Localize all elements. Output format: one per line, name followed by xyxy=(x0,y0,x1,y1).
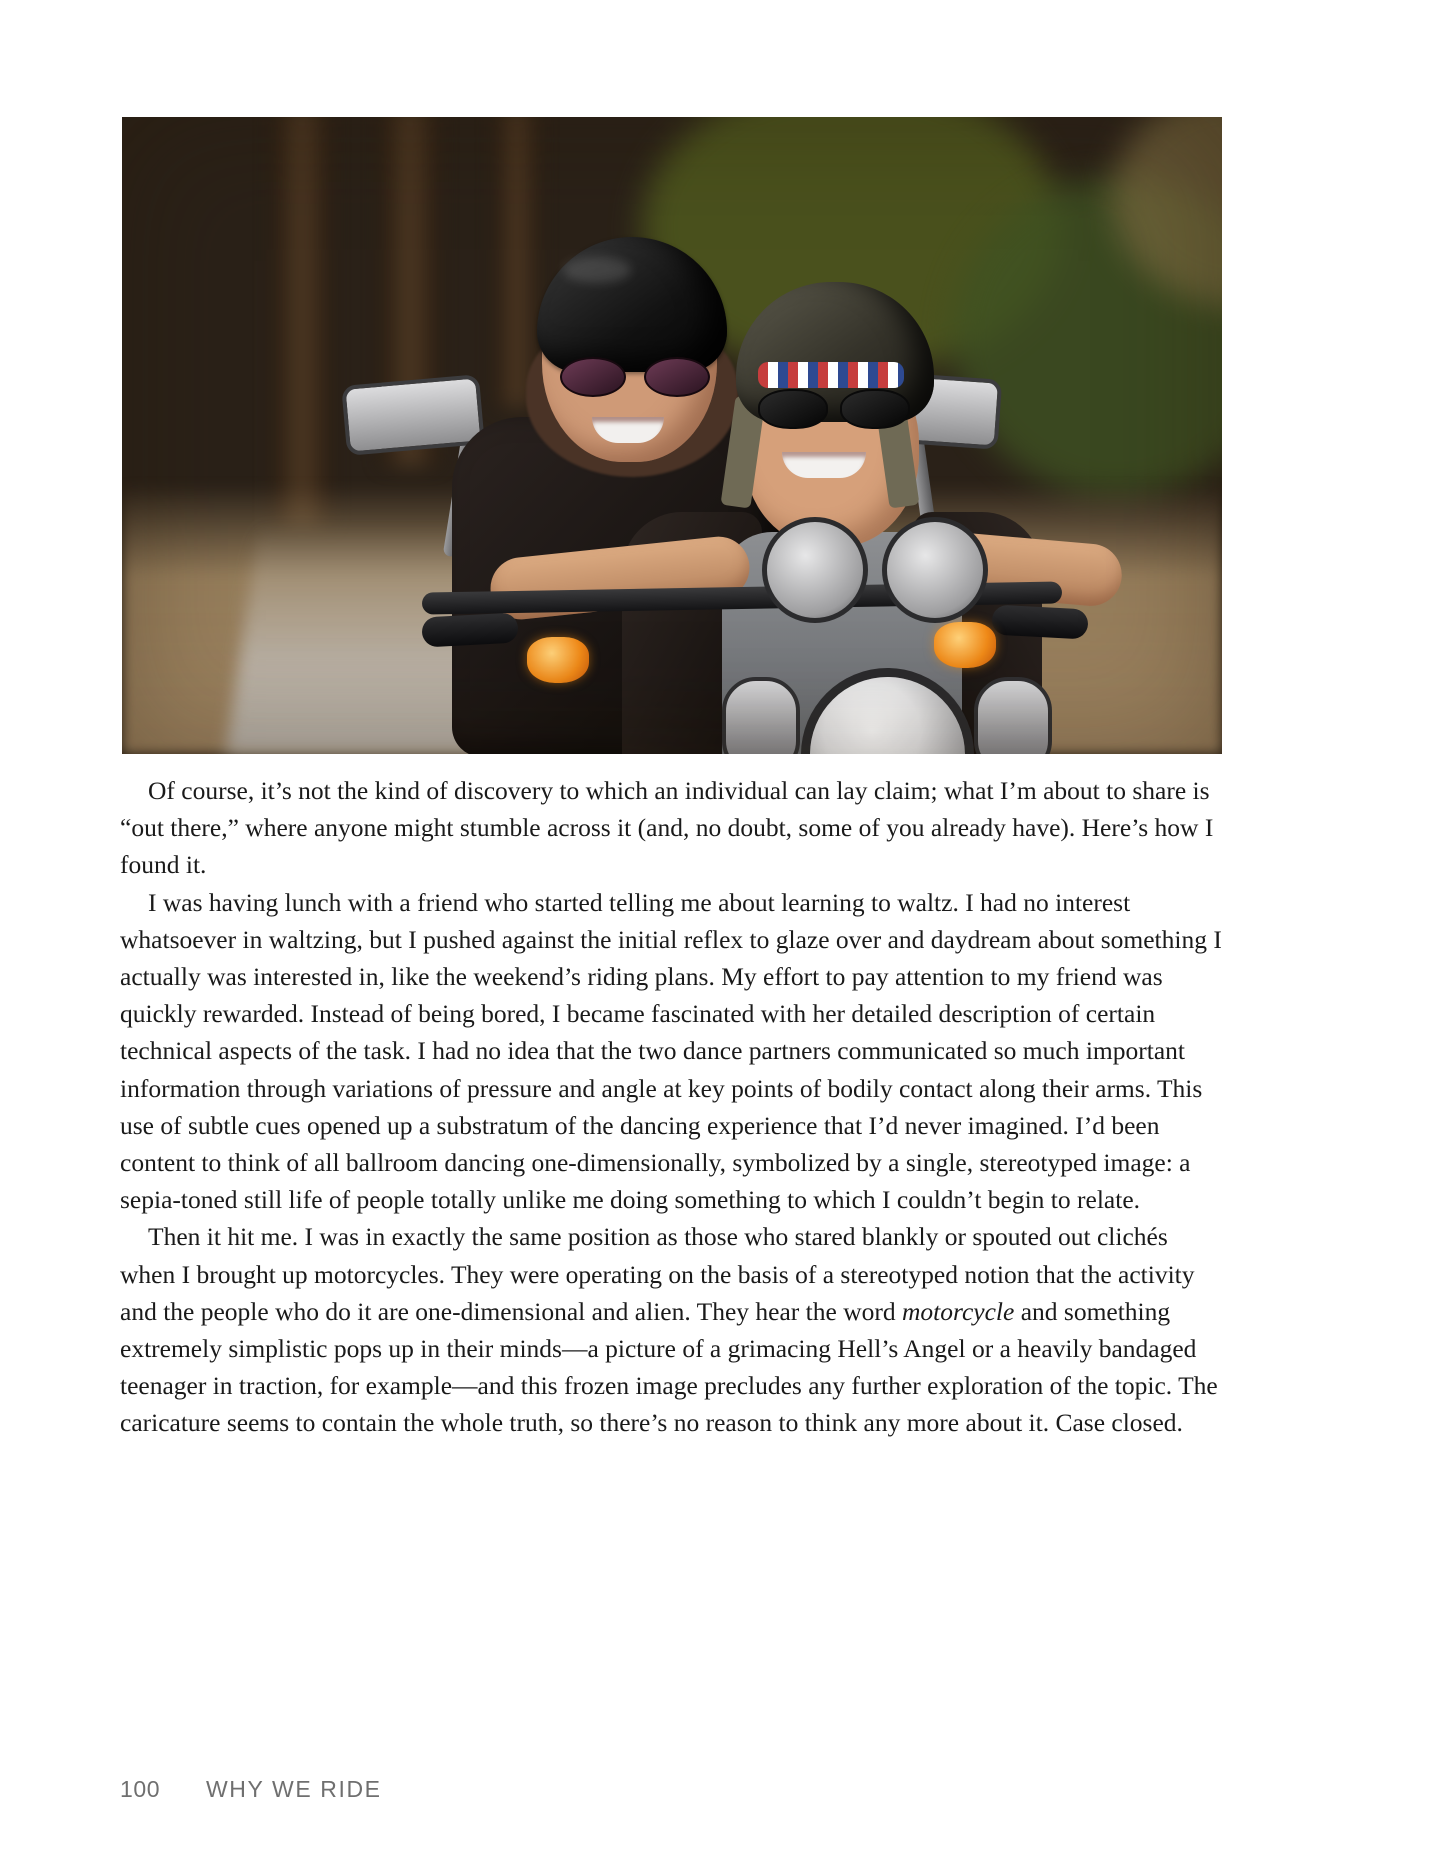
running-head: WHY WE RIDE xyxy=(206,1776,382,1802)
sunglass-lens xyxy=(560,357,626,397)
sunglass-lens xyxy=(758,389,828,429)
photo-canvas xyxy=(122,117,1222,754)
paragraph-1: Of course, it’s not the kind of discovery to which an individual can lay claim; what I’m about to share is “out there,” where anyone might stumble across it (and, no doubt, some of you already have). Here’s how I found it. xyxy=(120,776,1214,880)
mirror-left xyxy=(341,374,485,456)
auxiliary-lamp xyxy=(722,677,800,754)
rider-man-bandana xyxy=(758,362,904,388)
background-tree-trunk xyxy=(272,117,332,527)
turn-signal-left xyxy=(527,637,589,683)
page-number: 100 xyxy=(120,1776,161,1802)
speedometer-gauge xyxy=(762,517,868,623)
rider-man-smile xyxy=(782,452,866,478)
turn-signal-right xyxy=(934,622,996,668)
body-text xyxy=(120,772,1228,1442)
italic-term-motorcycle: motorcycle xyxy=(901,1296,1015,1326)
page-footer xyxy=(120,1776,382,1803)
paragraph-3-before-italic: Then it hit me. I was in exactly the same position as those who stared blankly or spouted out clichés when I brought up motorcycles. They were operating on the basis of a stereotyped notion that the activity and the people who do it are one-dimensional and alien. They hear the word xyxy=(120,1222,1195,1326)
handlebar-grip-left xyxy=(421,613,518,648)
handlebar-grip-right xyxy=(991,605,1088,640)
paragraph-3-after-italic: and something extremely simplistic pops up in their minds—a picture of a grimacing Hell’s Angel or a heavily bandaged teenager in traction, for example—and this frozen image precludes any further exploration of the topic. The caricature seems to contain the whole truth, so there’s no reason to think any more about it. Case closed. xyxy=(120,1296,1218,1438)
paragraph-2: I was having lunch with a friend who started telling me about learning to waltz. I had no interest whatsoever in waltzing, but I pushed against the initial reflex to glaze over and daydream about something I actually was interested in, like the weekend’s riding plans. My effort to pay attention to my friend was quickly rewarded. Instead of being bored, I became fascinated with her detailed description of certain technical aspects of the task. I had no idea that the two dance partners communicated so much important information through variations of pressure and angle at key points of bodily contact along their arms. This use of subtle cues opened up a substratum of the dancing experience that I’d never imagined. I’d been content to think of all ballroom dancing one-dimensionally, symbolized by a single, stereotyped image: a sepia-toned still life of people totally unlike me doing something to which I couldn’t begin to relate. xyxy=(120,887,1222,1215)
auxiliary-lamp xyxy=(974,677,1052,754)
photo-motorcycle-couple xyxy=(122,117,1222,754)
rider-man-sunglasses xyxy=(758,389,910,429)
tachometer-gauge xyxy=(882,517,988,623)
sunglass-lens xyxy=(840,389,910,429)
sunglass-lens xyxy=(644,357,710,397)
paragraph-3 xyxy=(120,1218,1228,1441)
rider-woman-sunglasses xyxy=(560,357,710,397)
